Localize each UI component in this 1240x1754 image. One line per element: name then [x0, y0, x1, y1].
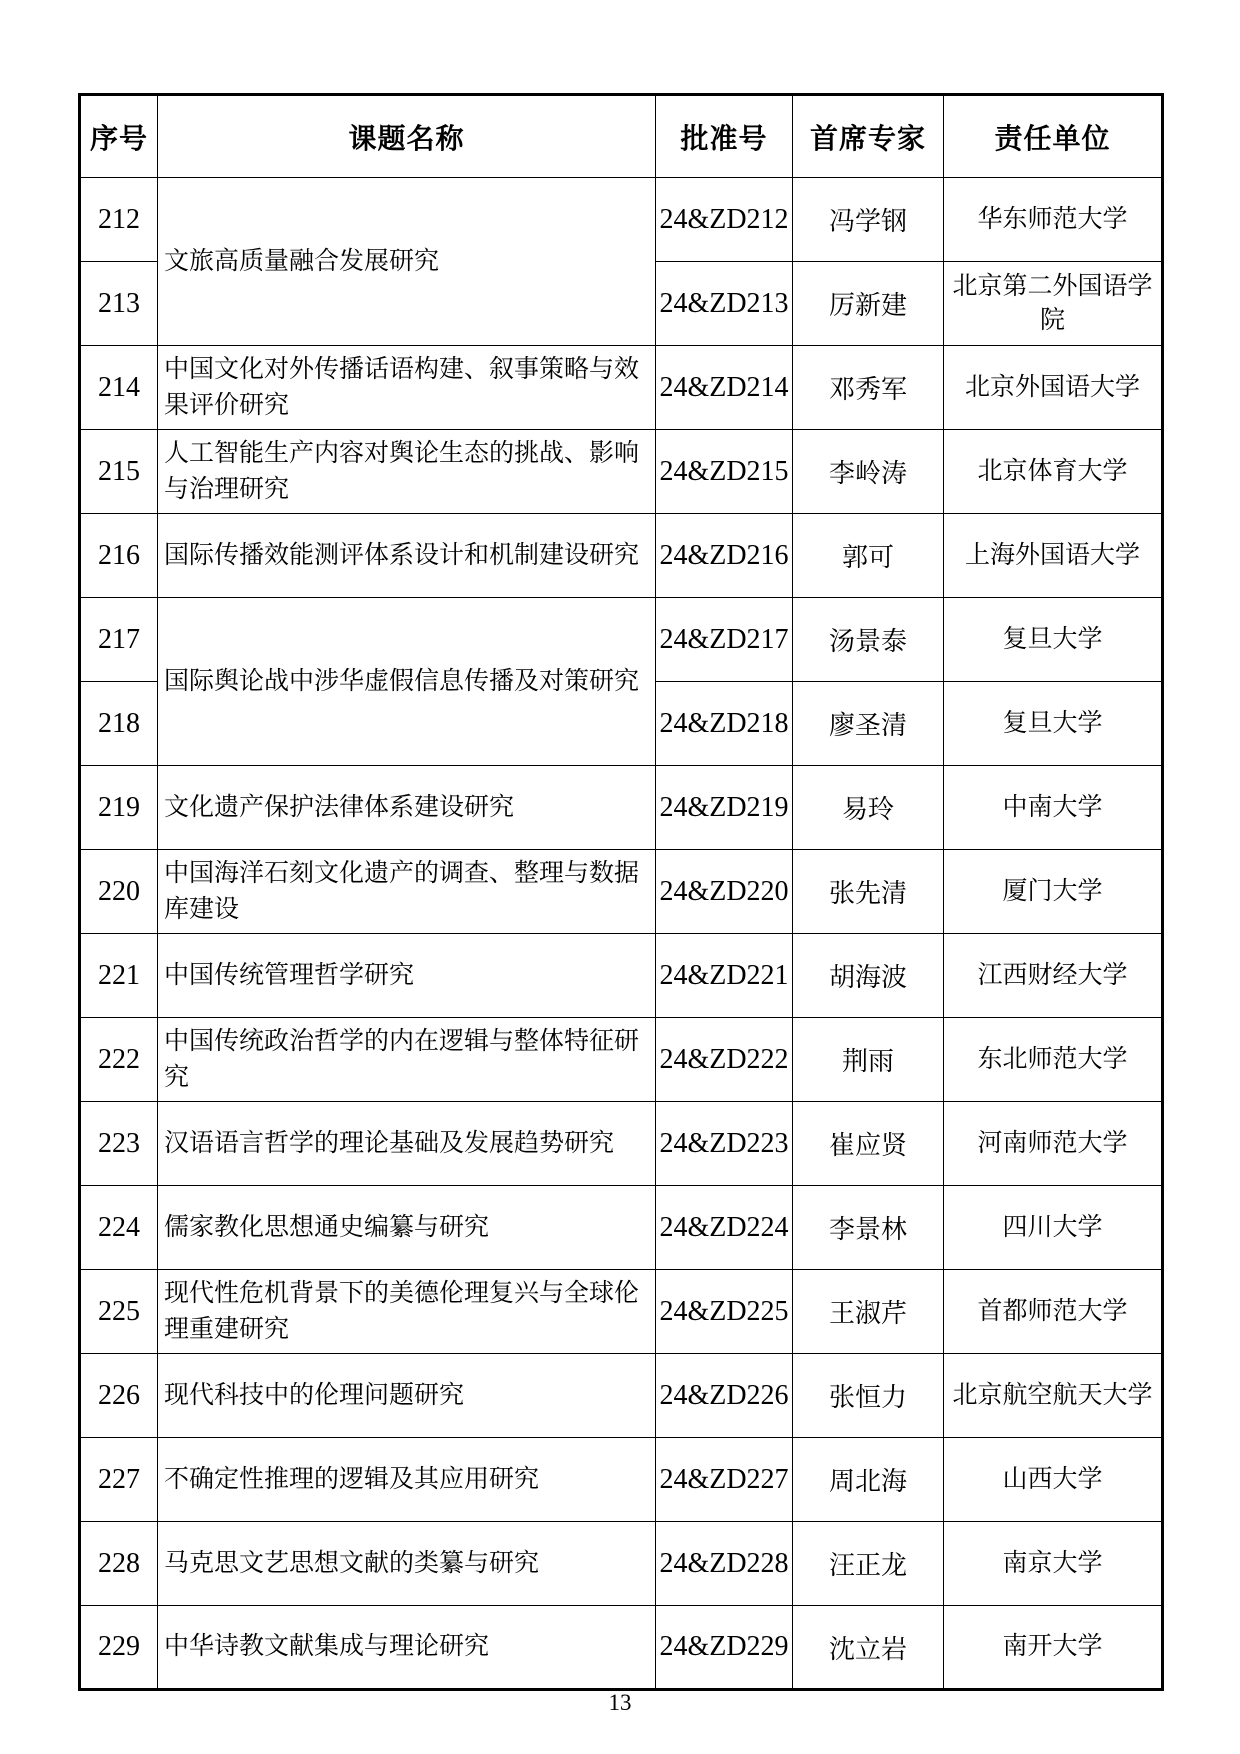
table-row — [80, 598, 1163, 682]
page-number: 13 — [608, 1690, 632, 1715]
approval-number-cell: 24&ZD228 — [656, 1522, 793, 1606]
project-title-cell: 国际传播效能测评体系设计和机制建设研究 — [158, 514, 656, 598]
table-row — [80, 1522, 1163, 1606]
chief-expert-cell: 廖圣清 — [793, 682, 944, 766]
responsible-unit-cell: 山西大学 — [944, 1438, 1163, 1522]
approval-number-cell: 24&ZD224 — [656, 1186, 793, 1270]
table-body — [80, 178, 1163, 1690]
approval-number-cell: 24&ZD227 — [656, 1438, 793, 1522]
row-number-cell: 220 — [80, 850, 158, 934]
table-row — [80, 850, 1163, 934]
project-title-cell: 国际舆论战中涉华虚假信息传播及对策研究 — [158, 598, 656, 766]
approval-number-cell: 24&ZD219 — [656, 766, 793, 850]
chief-expert-cell: 沈立岩 — [793, 1606, 944, 1690]
approval-number-cell: 24&ZD217 — [656, 598, 793, 682]
table-row — [80, 430, 1163, 514]
responsible-unit-cell: 北京第二外国语学院 — [944, 262, 1163, 346]
row-number-cell: 216 — [80, 514, 158, 598]
table-row — [80, 1270, 1163, 1354]
responsible-unit-cell: 华东师范大学 — [944, 178, 1163, 262]
responsible-unit-cell: 厦门大学 — [944, 850, 1163, 934]
responsible-unit-cell: 复旦大学 — [944, 598, 1163, 682]
chief-expert-cell: 张恒力 — [793, 1354, 944, 1438]
row-number-cell: 213 — [80, 262, 158, 346]
chief-expert-cell: 冯学钢 — [793, 178, 944, 262]
row-number-cell: 225 — [80, 1270, 158, 1354]
chief-expert-cell: 易玲 — [793, 766, 944, 850]
project-title-cell: 儒家教化思想通史编纂与研究 — [158, 1186, 656, 1270]
table-row — [80, 766, 1163, 850]
row-number-cell: 215 — [80, 430, 158, 514]
row-number-cell: 219 — [80, 766, 158, 850]
project-title-cell: 中国传统管理哲学研究 — [158, 934, 656, 1018]
project-title-cell: 中国文化对外传播话语构建、叙事策略与效果评价研究 — [158, 346, 656, 430]
responsible-unit-cell: 北京体育大学 — [944, 430, 1163, 514]
project-title-cell: 文旅高质量融合发展研究 — [158, 178, 656, 346]
table-row — [80, 1186, 1163, 1270]
project-title-cell: 人工智能生产内容对舆论生态的挑战、影响与治理研究 — [158, 430, 656, 514]
approval-number-cell: 24&ZD215 — [656, 430, 793, 514]
column-header-approval: 批准号 — [656, 95, 793, 178]
project-title-cell: 中国传统政治哲学的内在逻辑与整体特征研究 — [158, 1018, 656, 1102]
chief-expert-cell: 崔应贤 — [793, 1102, 944, 1186]
table-row — [80, 346, 1163, 430]
responsible-unit-cell: 复旦大学 — [944, 682, 1163, 766]
column-header-unit: 责任单位 — [944, 95, 1163, 178]
approval-number-cell: 24&ZD223 — [656, 1102, 793, 1186]
chief-expert-cell: 邓秀军 — [793, 346, 944, 430]
project-title-cell: 文化遗产保护法律体系建设研究 — [158, 766, 656, 850]
row-number-cell: 226 — [80, 1354, 158, 1438]
table-row — [80, 514, 1163, 598]
row-number-cell: 222 — [80, 1018, 158, 1102]
column-header-title: 课题名称 — [158, 95, 656, 178]
table-row — [80, 1102, 1163, 1186]
responsible-unit-cell: 南开大学 — [944, 1606, 1163, 1690]
responsible-unit-cell: 东北师范大学 — [944, 1018, 1163, 1102]
row-number-cell: 221 — [80, 934, 158, 1018]
approval-number-cell: 24&ZD214 — [656, 346, 793, 430]
table-row — [80, 1354, 1163, 1438]
approval-number-cell: 24&ZD225 — [656, 1270, 793, 1354]
row-number-cell: 224 — [80, 1186, 158, 1270]
approval-number-cell: 24&ZD220 — [656, 850, 793, 934]
responsible-unit-cell: 河南师范大学 — [944, 1102, 1163, 1186]
project-title-cell: 中国海洋石刻文化遗产的调查、整理与数据库建设 — [158, 850, 656, 934]
row-number-cell: 214 — [80, 346, 158, 430]
chief-expert-cell: 张先清 — [793, 850, 944, 934]
approval-number-cell: 24&ZD212 — [656, 178, 793, 262]
table-row — [80, 1606, 1163, 1690]
approval-number-cell: 24&ZD229 — [656, 1606, 793, 1690]
table-header-row — [80, 95, 1163, 178]
row-number-cell: 217 — [80, 598, 158, 682]
responsible-unit-cell: 北京外国语大学 — [944, 346, 1163, 430]
chief-expert-cell: 厉新建 — [793, 262, 944, 346]
row-number-cell: 228 — [80, 1522, 158, 1606]
column-header-expert: 首席专家 — [793, 95, 944, 178]
responsible-unit-cell: 江西财经大学 — [944, 934, 1163, 1018]
project-title-cell: 汉语语言哲学的理论基础及发展趋势研究 — [158, 1102, 656, 1186]
responsible-unit-cell: 南京大学 — [944, 1522, 1163, 1606]
column-header-no: 序号 — [80, 95, 158, 178]
project-title-cell: 现代科技中的伦理问题研究 — [158, 1354, 656, 1438]
approval-number-cell: 24&ZD222 — [656, 1018, 793, 1102]
chief-expert-cell: 王淑芹 — [793, 1270, 944, 1354]
table-row — [80, 1438, 1163, 1522]
table-row — [80, 934, 1163, 1018]
row-number-cell: 227 — [80, 1438, 158, 1522]
project-title-cell: 现代性危机背景下的美德伦理复兴与全球伦理重建研究 — [158, 1270, 656, 1354]
project-title-cell: 中华诗教文献集成与理论研究 — [158, 1606, 656, 1690]
approval-number-cell: 24&ZD213 — [656, 262, 793, 346]
approval-number-cell: 24&ZD226 — [656, 1354, 793, 1438]
responsible-unit-cell: 首都师范大学 — [944, 1270, 1163, 1354]
table-row — [80, 178, 1163, 262]
chief-expert-cell: 郭可 — [793, 514, 944, 598]
responsible-unit-cell: 北京航空航天大学 — [944, 1354, 1163, 1438]
projects-table — [78, 93, 1164, 1691]
row-number-cell: 218 — [80, 682, 158, 766]
chief-expert-cell: 汪正龙 — [793, 1522, 944, 1606]
approval-number-cell: 24&ZD218 — [656, 682, 793, 766]
row-number-cell: 212 — [80, 178, 158, 262]
project-title-cell: 马克思文艺思想文献的类纂与研究 — [158, 1522, 656, 1606]
table-row — [80, 1018, 1163, 1102]
responsible-unit-cell: 中南大学 — [944, 766, 1163, 850]
responsible-unit-cell: 上海外国语大学 — [944, 514, 1163, 598]
responsible-unit-cell: 四川大学 — [944, 1186, 1163, 1270]
chief-expert-cell: 李景林 — [793, 1186, 944, 1270]
chief-expert-cell: 周北海 — [793, 1438, 944, 1522]
row-number-cell: 223 — [80, 1102, 158, 1186]
approval-number-cell: 24&ZD221 — [656, 934, 793, 1018]
project-title-cell: 不确定性推理的逻辑及其应用研究 — [158, 1438, 656, 1522]
row-number-cell: 229 — [80, 1606, 158, 1690]
chief-expert-cell: 荆雨 — [793, 1018, 944, 1102]
approval-number-cell: 24&ZD216 — [656, 514, 793, 598]
chief-expert-cell: 汤景泰 — [793, 598, 944, 682]
chief-expert-cell: 胡海波 — [793, 934, 944, 1018]
chief-expert-cell: 李岭涛 — [793, 430, 944, 514]
